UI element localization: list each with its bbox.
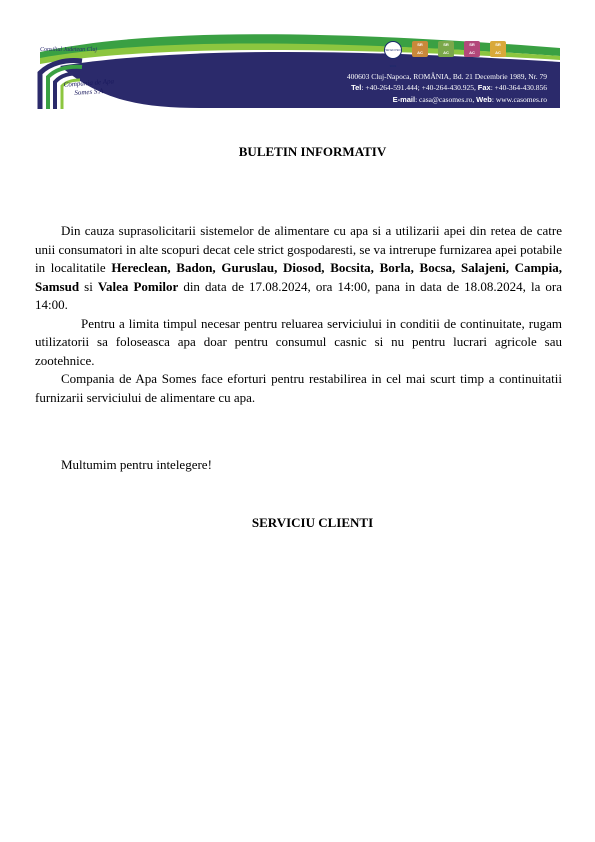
p1-intro: Din cauza suprasolicitarii sistemelor de alimentare cu apa si a utilizarii apei din retea de catre unii consumatori in alte scopuri decat cele strict gospodaresti, se va intrerupe furnizarea apei potabile in localitatile [35,223,562,275]
cert-badge-iso-17025: SR AC [490,41,506,57]
web-label: Web [476,95,492,104]
email-value: : casa@casomes.ro, [415,95,475,104]
paragraph-effort: Compania de Apa Somes face eforturi pentru restabilirea in cel mai scurt timp a continuitatii furnizarii serviciului de alimentare cu apa. [35,371,562,405]
cert-badge-ohsas: SR AC [438,41,454,57]
logo-wordmark [63,77,115,98]
document-body [35,222,562,407]
p1-conjunction: si [79,278,98,294]
fax-label: Fax [477,83,491,92]
email-label: E-mail [392,95,416,104]
thanks-line: Multumim pentru intelegere! [61,457,212,472]
email-web-line [393,95,547,104]
certification-badges [384,41,506,68]
tel-label: Tel [351,83,362,92]
cert-badge-iso-9001: SR EN ISO 9001 [384,41,402,59]
paragraph-request: Pentru a limita timpul necesar pentru reluarea serviciului in conditii de continuitate, rugam utilizatorii sa foloseasca apa doar pentru consumul casnic si nu pentru lucrari agricole sau zootehnice. [35,315,562,368]
letterhead [0,0,595,118]
fax-value: : +40-364-430.856 [490,83,547,92]
p1-dates: din data de 17.08.2024, ora 14:00, pana in data de 18.08.2024, la ora 14:00. [35,278,563,312]
web-value: : www.casomes.ro [491,95,547,104]
cert-badge-iso-22000: SR AC [464,41,480,57]
logo-line-1: Compania de Apa [63,77,115,89]
paragraph-interruption [35,222,562,315]
tel-value: : +40-264-591.444; +40-264-430.925, [361,83,476,92]
cert-badge-iso-14001: SR AC [412,41,428,57]
p1-localities: Hereclean, Badon, Guruslau, Diosod, Bocsita, Borla, Bocsa, Salajeni, Campia, Samsud [35,260,562,294]
logo-line-2: Somes S.A. [74,86,106,98]
document-title: BULETIN INFORMATIV [238,144,387,159]
signature-department: SERVICIU CLIENTI [251,515,374,530]
p1-locality-last: Valea Pomilor [97,278,179,294]
phone-fax-line [351,83,547,92]
council-label: Consiliul Judetean Cluj [40,47,97,53]
address-line: 400603 Cluj-Napoca, ROMÂNIA, Bd. 21 Decembrie 1989, Nr. 79 [346,72,547,81]
